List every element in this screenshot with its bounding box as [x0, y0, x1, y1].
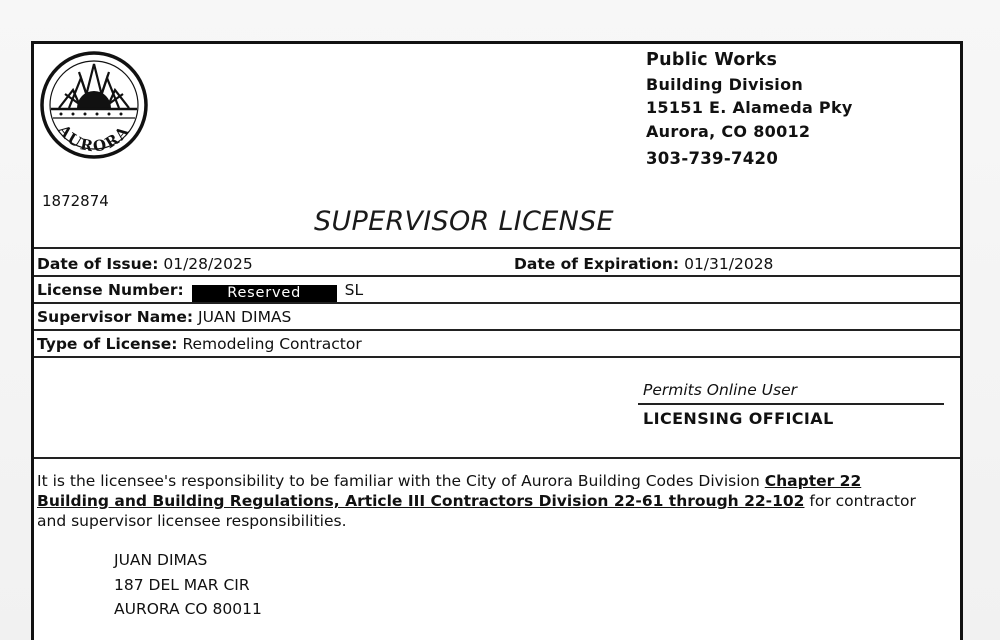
issuer-org: Public Works	[646, 50, 778, 70]
issuer-division: Building Division	[646, 74, 804, 94]
document-title: SUPERVISOR LICENSE	[314, 206, 614, 237]
signature-title: LICENSING OFFICIAL	[643, 409, 834, 428]
issuer-address	[646, 49, 853, 171]
expiration-date-label: Date of Expiration:	[514, 255, 680, 273]
responsibility-notice	[37, 471, 937, 531]
notice-suffix: for contractor and supervisor licensee responsibilities.	[37, 492, 916, 530]
code-reference-link[interactable]: Chapter 22 Building and Building Regulations, Article III Contractors Division 22-61 through 22-102	[37, 472, 862, 510]
license-type-value: Remodeling Contractor	[182, 335, 362, 353]
license-type-row	[37, 335, 362, 353]
issuer-phone: 303-739-7420	[646, 149, 779, 168]
expiration-date-row	[514, 255, 773, 273]
supervisor-name-row	[37, 308, 291, 326]
mailing-street: 187 DEL MAR CIR	[114, 575, 250, 594]
issuer-street: 15151 E. Alameda Pky	[646, 98, 853, 117]
issue-date-value: 01/28/2025	[163, 255, 253, 273]
expiration-date-value: 01/31/2028	[684, 255, 774, 273]
license-number-label: License Number:	[37, 281, 184, 299]
notice-prefix: It is the licensee's responsibility to be familiar with the City of Aurora Building Codes Division	[37, 472, 765, 490]
issue-date-row	[37, 255, 253, 273]
license-number-row	[37, 281, 363, 302]
divider	[34, 247, 960, 249]
supervisor-name-label: Supervisor Name:	[37, 308, 194, 326]
divider	[34, 329, 960, 331]
license-id: 1872874	[42, 192, 109, 210]
license-document	[31, 41, 963, 640]
mailing-city: AURORA CO 80011	[114, 600, 262, 618]
license-type-label: Type of License:	[37, 335, 178, 353]
signature-line	[638, 403, 944, 405]
license-number-suffix: SL	[344, 281, 364, 299]
mailing-name: JUAN DIMAS	[114, 551, 208, 569]
supervisor-name-value: JUAN DIMAS	[198, 308, 292, 326]
divider	[34, 302, 960, 304]
signature-name: Permits Online User	[643, 381, 797, 399]
divider	[34, 457, 960, 459]
seal-text: AURORA	[54, 121, 134, 156]
issue-date-label: Date of Issue:	[37, 255, 159, 273]
issuer-city: Aurora, CO 80012	[646, 121, 811, 141]
license-number-redaction: Reserved	[192, 285, 337, 302]
mailing-address	[114, 548, 262, 622]
divider	[34, 275, 960, 277]
aurora-seal-icon	[39, 50, 149, 160]
divider	[34, 356, 960, 358]
